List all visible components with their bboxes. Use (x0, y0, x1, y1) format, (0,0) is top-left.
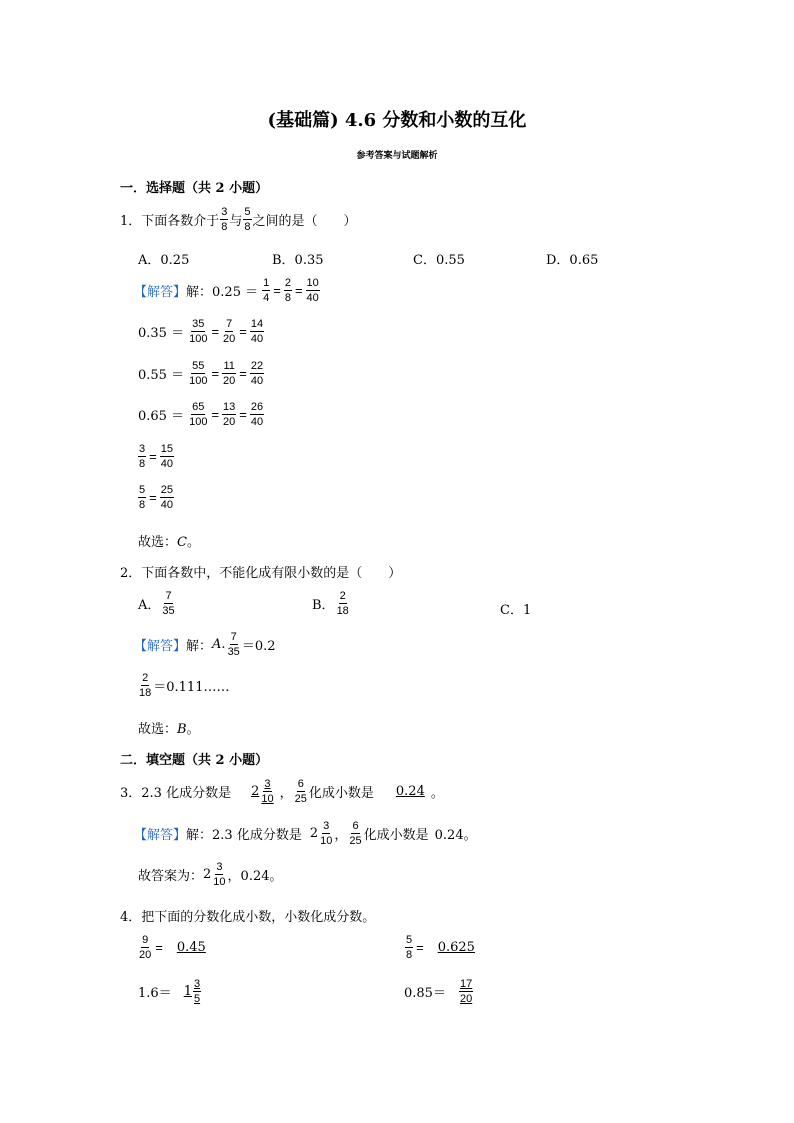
q4-c-lead: 1.6＝ (138, 986, 172, 1001)
fraction (250, 360, 264, 387)
whole-number: 1 (183, 984, 192, 999)
choice-end: 。 (186, 535, 200, 550)
q4-a-answer: 0.45 (176, 940, 206, 955)
choice-prefix: 故选： (138, 722, 178, 737)
fraction (138, 934, 152, 961)
denominator: 40 (250, 333, 264, 345)
fraction (160, 484, 174, 511)
equals-sign: = (211, 407, 220, 422)
denominator: 8 (139, 458, 146, 470)
fraction (262, 277, 270, 304)
numerator: 3 (221, 206, 228, 218)
numerator: 1 (263, 277, 270, 289)
denominator: 40 (250, 375, 264, 387)
equals-sign: = (211, 366, 220, 381)
denominator: 40 (306, 292, 319, 304)
denominator: 100 (189, 416, 208, 428)
denominator: 10 (320, 835, 333, 847)
denominator: 8 (244, 221, 251, 233)
equals-sign: = (155, 940, 163, 955)
numerator: 3 (323, 820, 330, 832)
question-2: 2．下面各数中，不能化成有限小数的是（ ） (120, 566, 402, 581)
fraction (138, 443, 146, 470)
denominator: 18 (139, 687, 152, 699)
denominator: 8 (406, 949, 413, 961)
denominator: 8 (284, 292, 291, 304)
answer-label: 【解答】 (134, 285, 187, 300)
q4-d-lead: 0.85＝ (404, 986, 446, 1001)
numerator: 15 (160, 443, 173, 455)
q1-solution-row-4 (138, 401, 265, 428)
numerator: 2 (284, 277, 291, 289)
whole-number: 2 (309, 826, 319, 841)
denominator: 20 (459, 993, 473, 1005)
whole-number: 2 (203, 867, 212, 882)
q2-option-c: C．1 (500, 603, 532, 618)
sol-mid: 化成小数是 (363, 828, 429, 843)
q4-item-d (404, 978, 480, 1005)
fraction (222, 401, 236, 428)
choice-end: 。 (186, 722, 200, 737)
answer-label: 【解答】 (134, 828, 187, 843)
denominator: 40 (160, 458, 173, 470)
q1-solution-row-3 (138, 360, 265, 387)
fraction (284, 277, 292, 304)
fraction (188, 318, 208, 345)
q2-option-b (312, 590, 351, 617)
option-letter: A． (138, 598, 161, 613)
choice-prefix: 故选： (138, 535, 178, 550)
numerator: 65 (192, 401, 205, 413)
numerator: 2 (142, 672, 149, 684)
equals-sign: = (294, 283, 303, 298)
q3-comma: ， (279, 786, 293, 801)
denominator: 18 (336, 605, 349, 617)
numerator: 5 (139, 484, 146, 496)
numerator: 3 (193, 978, 201, 990)
numerator: 7 (226, 318, 233, 330)
q3-final-answer (138, 861, 283, 888)
q2-choice (138, 718, 200, 737)
numerator: 11 (223, 360, 235, 372)
denominator: 35 (227, 646, 240, 658)
numerator: 7 (165, 590, 172, 602)
fraction (306, 277, 320, 304)
q4-item-c (138, 978, 208, 1005)
denominator: 5 (193, 993, 201, 1005)
equals-sign: = (239, 366, 247, 381)
fraction (188, 401, 208, 428)
q3-end: 。 (430, 786, 444, 801)
numerator: 3 (216, 861, 223, 873)
denominator: 40 (160, 499, 173, 511)
numerator: 7 (230, 631, 237, 643)
q4-c-answer (172, 978, 208, 1005)
fraction (193, 978, 201, 1005)
numerator: 55 (192, 360, 205, 372)
numerator: 6 (352, 820, 359, 832)
q1-solution-row-2 (138, 318, 265, 345)
final-prefix: 故答案为： (138, 869, 204, 884)
equals-sign: = (416, 940, 424, 955)
q3-answer-1 (237, 778, 280, 805)
whole-number: 2 (251, 784, 260, 799)
q4-b-answer: 0.625 (437, 940, 475, 955)
fraction (212, 861, 226, 888)
section-heading-choice: 一．选择题（共 2 小题） (120, 181, 269, 196)
fraction (138, 484, 146, 511)
fraction (250, 401, 264, 428)
q1-jie: 解：0.25 ＝ (186, 285, 259, 300)
fraction (459, 978, 473, 1005)
numerator: 25 (160, 484, 173, 496)
numerator: 3 (264, 778, 271, 790)
choice-letter: C (177, 535, 187, 550)
q1-mid: 与 (229, 214, 243, 229)
denominator: 10 (213, 876, 226, 888)
fraction (348, 820, 362, 847)
answer-label: 【解答】 (134, 639, 187, 654)
final-rest: ，0.24。 (227, 869, 283, 884)
question-1 (120, 206, 357, 233)
q4-item-a (137, 934, 220, 961)
numerator: 9 (142, 934, 149, 946)
q3-jie: 解：2.3 化成分数是 (186, 828, 302, 843)
q1-option-d: D．0.65 (546, 253, 599, 268)
q3-answer-2: 0.24 (395, 784, 425, 799)
equals-sign: = (211, 324, 220, 339)
denominator: 20 (139, 949, 152, 961)
denominator: 35 (162, 605, 175, 617)
numerator: 35 (192, 318, 205, 330)
q2-a-letter: A. (212, 637, 226, 652)
q1-suffix: 之间的是（ ） (252, 214, 357, 229)
denominator: 100 (189, 333, 208, 345)
row-lead: 0.55 ＝ (138, 368, 185, 383)
denominator: 8 (221, 221, 228, 233)
fraction (243, 206, 251, 233)
numerator: 3 (139, 443, 146, 455)
q1-option-b: B．0.35 (272, 253, 324, 268)
denominator: 10 (261, 793, 274, 805)
q2-solution-row-1 (134, 631, 276, 658)
fraction (319, 820, 333, 847)
numerator: 14 (250, 318, 264, 330)
fraction (220, 206, 228, 233)
fraction (405, 934, 413, 961)
sol-comma: ， (334, 828, 348, 843)
page-subtitle: 参考答案与试题解析 (356, 151, 438, 161)
question-3 (120, 778, 444, 805)
fraction (161, 590, 175, 617)
fraction (260, 778, 274, 805)
row-lead: 0.35 ＝ (138, 326, 185, 341)
choice-letter: B (177, 722, 187, 737)
option-letter: B． (312, 598, 335, 613)
denominator: 4 (263, 292, 270, 304)
denominator: 20 (223, 333, 236, 345)
fraction (138, 672, 152, 699)
q1-option-c: C．0.55 (413, 253, 465, 268)
equals-sign: = (149, 449, 157, 464)
numerator: 5 (244, 206, 251, 218)
q3-solution (134, 820, 477, 847)
denominator: 100 (189, 375, 208, 387)
q1-solution-row-5 (137, 443, 175, 470)
denominator: 20 (223, 416, 236, 428)
page-title: (基础篇) 4.6 分数和小数的互化 (267, 110, 527, 131)
denominator: 40 (250, 416, 264, 428)
q3-prefix: 3．2.3 化成分数是 (120, 786, 232, 801)
q2-jie: 解： (186, 639, 213, 654)
sol-answer: 0.24。 (434, 828, 477, 843)
q3-mid: 化成小数是 (308, 786, 374, 801)
fraction (250, 318, 264, 345)
equals-sign: = (239, 324, 247, 339)
fraction (188, 360, 208, 387)
numerator: 10 (306, 277, 319, 289)
equals-sign: = (273, 283, 281, 298)
numerator: 22 (250, 360, 264, 372)
section-heading-fill: 二．填空题（共 2 小题） (120, 753, 269, 768)
numerator: 5 (406, 934, 413, 946)
denominator: 20 (223, 375, 236, 387)
equals-sign: = (149, 490, 157, 505)
numerator: 6 (297, 778, 304, 790)
q1-solution-row-1 (134, 277, 321, 304)
fraction (294, 778, 308, 805)
fraction (160, 443, 174, 470)
fraction (222, 318, 236, 345)
q1-solution-row-6 (137, 484, 175, 511)
denominator: 8 (139, 499, 146, 511)
denominator: 25 (349, 835, 362, 847)
numerator: 17 (459, 978, 473, 990)
q1-option-a: A．0.25 (138, 253, 190, 268)
row-lead: 0.65 ＝ (138, 409, 185, 424)
numerator: 26 (250, 401, 264, 413)
q2-a-result: ＝0.2 (241, 639, 276, 654)
q1-choice (138, 531, 200, 550)
equals-sign: = (239, 407, 247, 422)
q4-item-b (404, 934, 489, 961)
fraction (222, 360, 236, 387)
numerator: 13 (223, 401, 236, 413)
q2-solution-row-2 (137, 672, 229, 699)
q4-d-answer (446, 978, 480, 1005)
question-4: 4．把下面的分数化成小数，小数化成分数。 (120, 910, 376, 925)
q1-prefix: 1．下面各数介于 (120, 214, 220, 229)
numerator: 2 (339, 590, 346, 602)
fraction (227, 631, 241, 658)
q2-b-result: ＝0.111…… (153, 680, 230, 695)
denominator: 25 (294, 793, 307, 805)
fraction (336, 590, 350, 617)
q2-option-a (138, 590, 177, 617)
